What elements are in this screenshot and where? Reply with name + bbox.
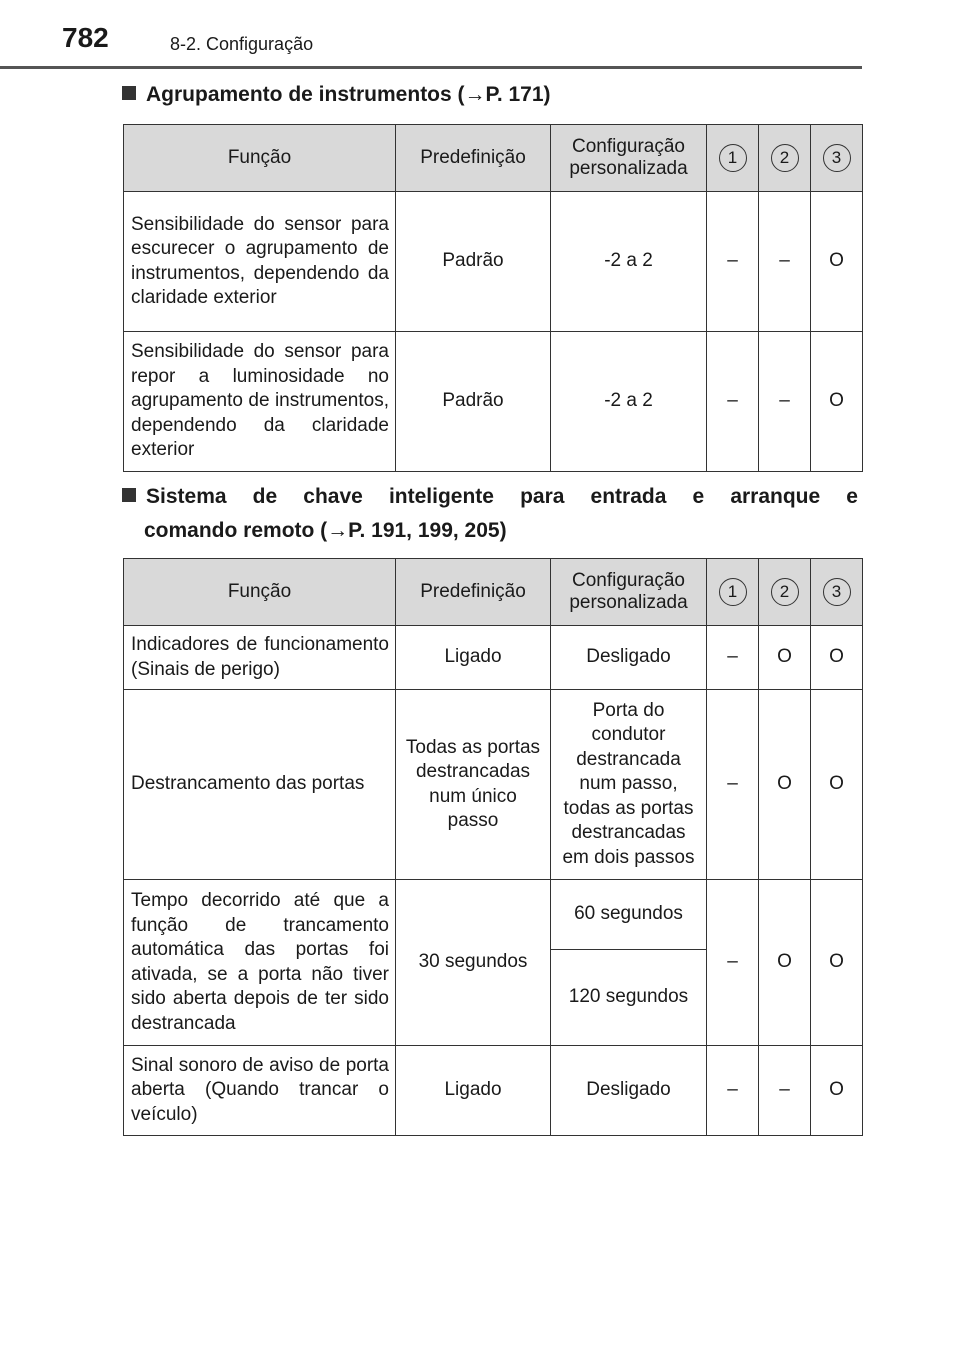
- function-cell: Sensibilidade do sensor para escurecer o agrupamento de instrumentos, dependendo da claridade exterior: [124, 192, 396, 332]
- section1-heading-text: Agrupamento de instrumentos (→P. 171): [146, 83, 551, 106]
- function-cell: Tempo decorrido até que a função de trancamento automática das portas foi ativada, se a porta não tiver sido aberta depois de ter sido destrancada: [124, 880, 396, 1046]
- custom-cell-b: 120 segundos: [551, 950, 707, 1046]
- col2-cell: O: [759, 690, 811, 880]
- default-cell: Padrão: [396, 192, 551, 332]
- header-col2: [759, 125, 811, 192]
- circled-number-2: 2: [771, 144, 799, 172]
- circled-number-1: 1: [719, 144, 747, 172]
- table-header-row: [124, 559, 863, 626]
- page-number: 782: [62, 22, 109, 53]
- circled-number-2: 2: [771, 578, 799, 606]
- table-row: [124, 332, 863, 472]
- default-cell: Ligado: [396, 626, 551, 690]
- col1-cell: –: [707, 626, 759, 690]
- header-custom: Configuração personalizada: [551, 559, 707, 626]
- col2-cell: –: [759, 1046, 811, 1136]
- table-row: [124, 690, 863, 880]
- header-default: Predefinição: [396, 559, 551, 626]
- col1-cell: –: [707, 880, 759, 1046]
- col3-cell: O: [811, 1046, 863, 1136]
- col1-cell: –: [707, 690, 759, 880]
- col1-cell: –: [707, 192, 759, 332]
- page-header: [0, 0, 960, 70]
- circled-number-3: 3: [823, 578, 851, 606]
- function-cell: Sensibilidade do sensor para repor a luminosidade no agrupamento de instrumentos, dependendo da claridade exterior: [124, 332, 396, 472]
- col1-cell: –: [707, 1046, 759, 1136]
- col2-cell: –: [759, 192, 811, 332]
- section1-heading: [122, 78, 551, 112]
- default-cell: Ligado: [396, 1046, 551, 1136]
- header-col1: [707, 559, 759, 626]
- function-cell: Indicadores de funcionamento (Sinais de perigo): [124, 626, 396, 690]
- custom-cell-a: 60 segundos: [551, 880, 707, 950]
- header-col3: [811, 559, 863, 626]
- bullet-square-icon: [122, 488, 136, 502]
- table-row: [124, 626, 863, 690]
- table-header-row: [124, 125, 863, 192]
- default-cell: Todas as portas destrancadas num único passo: [396, 690, 551, 880]
- table-row: [124, 192, 863, 332]
- col3-cell: O: [811, 192, 863, 332]
- smart-key-table: [123, 558, 863, 1136]
- col3-cell: O: [811, 332, 863, 472]
- header-rule: [0, 66, 862, 69]
- col3-cell: O: [811, 626, 863, 690]
- section2-heading-line1: Sistema de chave inteligente para entrada e arranque e: [122, 480, 858, 514]
- header-col2: [759, 559, 811, 626]
- circled-number-3: 3: [823, 144, 851, 172]
- custom-cell: Desligado: [551, 1046, 707, 1136]
- section2-heading: [122, 480, 858, 548]
- custom-cell: Porta do condutor destrancada num passo, todas as portas destrancadas em dois passos: [551, 690, 707, 880]
- custom-cell: -2 a 2: [551, 332, 707, 472]
- function-cell: Sinal sonoro de aviso de porta aberta (Quando trancar o veículo): [124, 1046, 396, 1136]
- default-cell: 30 segundos: [396, 880, 551, 1046]
- col2-cell: O: [759, 626, 811, 690]
- col2-cell: O: [759, 880, 811, 1046]
- col2-cell: –: [759, 332, 811, 472]
- header-custom: Configuração personalizada: [551, 125, 707, 192]
- default-cell: Padrão: [396, 332, 551, 472]
- header-function: Função: [124, 559, 396, 626]
- col3-cell: O: [811, 880, 863, 1046]
- header-col3: [811, 125, 863, 192]
- instrument-cluster-table: [123, 124, 863, 472]
- col3-cell: O: [811, 690, 863, 880]
- bullet-square-icon: [122, 86, 136, 100]
- circled-number-1: 1: [719, 578, 747, 606]
- header-function: Função: [124, 125, 396, 192]
- section2-heading-line2: comando remoto (→P. 191, 199, 205): [144, 519, 507, 542]
- col1-cell: –: [707, 332, 759, 472]
- header-default: Predefinição: [396, 125, 551, 192]
- table-row: [124, 1046, 863, 1136]
- table-row: [124, 880, 863, 950]
- section-title: 8-2. Configuração: [170, 34, 314, 54]
- function-cell: Destrancamento das portas: [124, 690, 396, 880]
- custom-cell: Desligado: [551, 626, 707, 690]
- custom-cell: -2 a 2: [551, 192, 707, 332]
- header-col1: [707, 125, 759, 192]
